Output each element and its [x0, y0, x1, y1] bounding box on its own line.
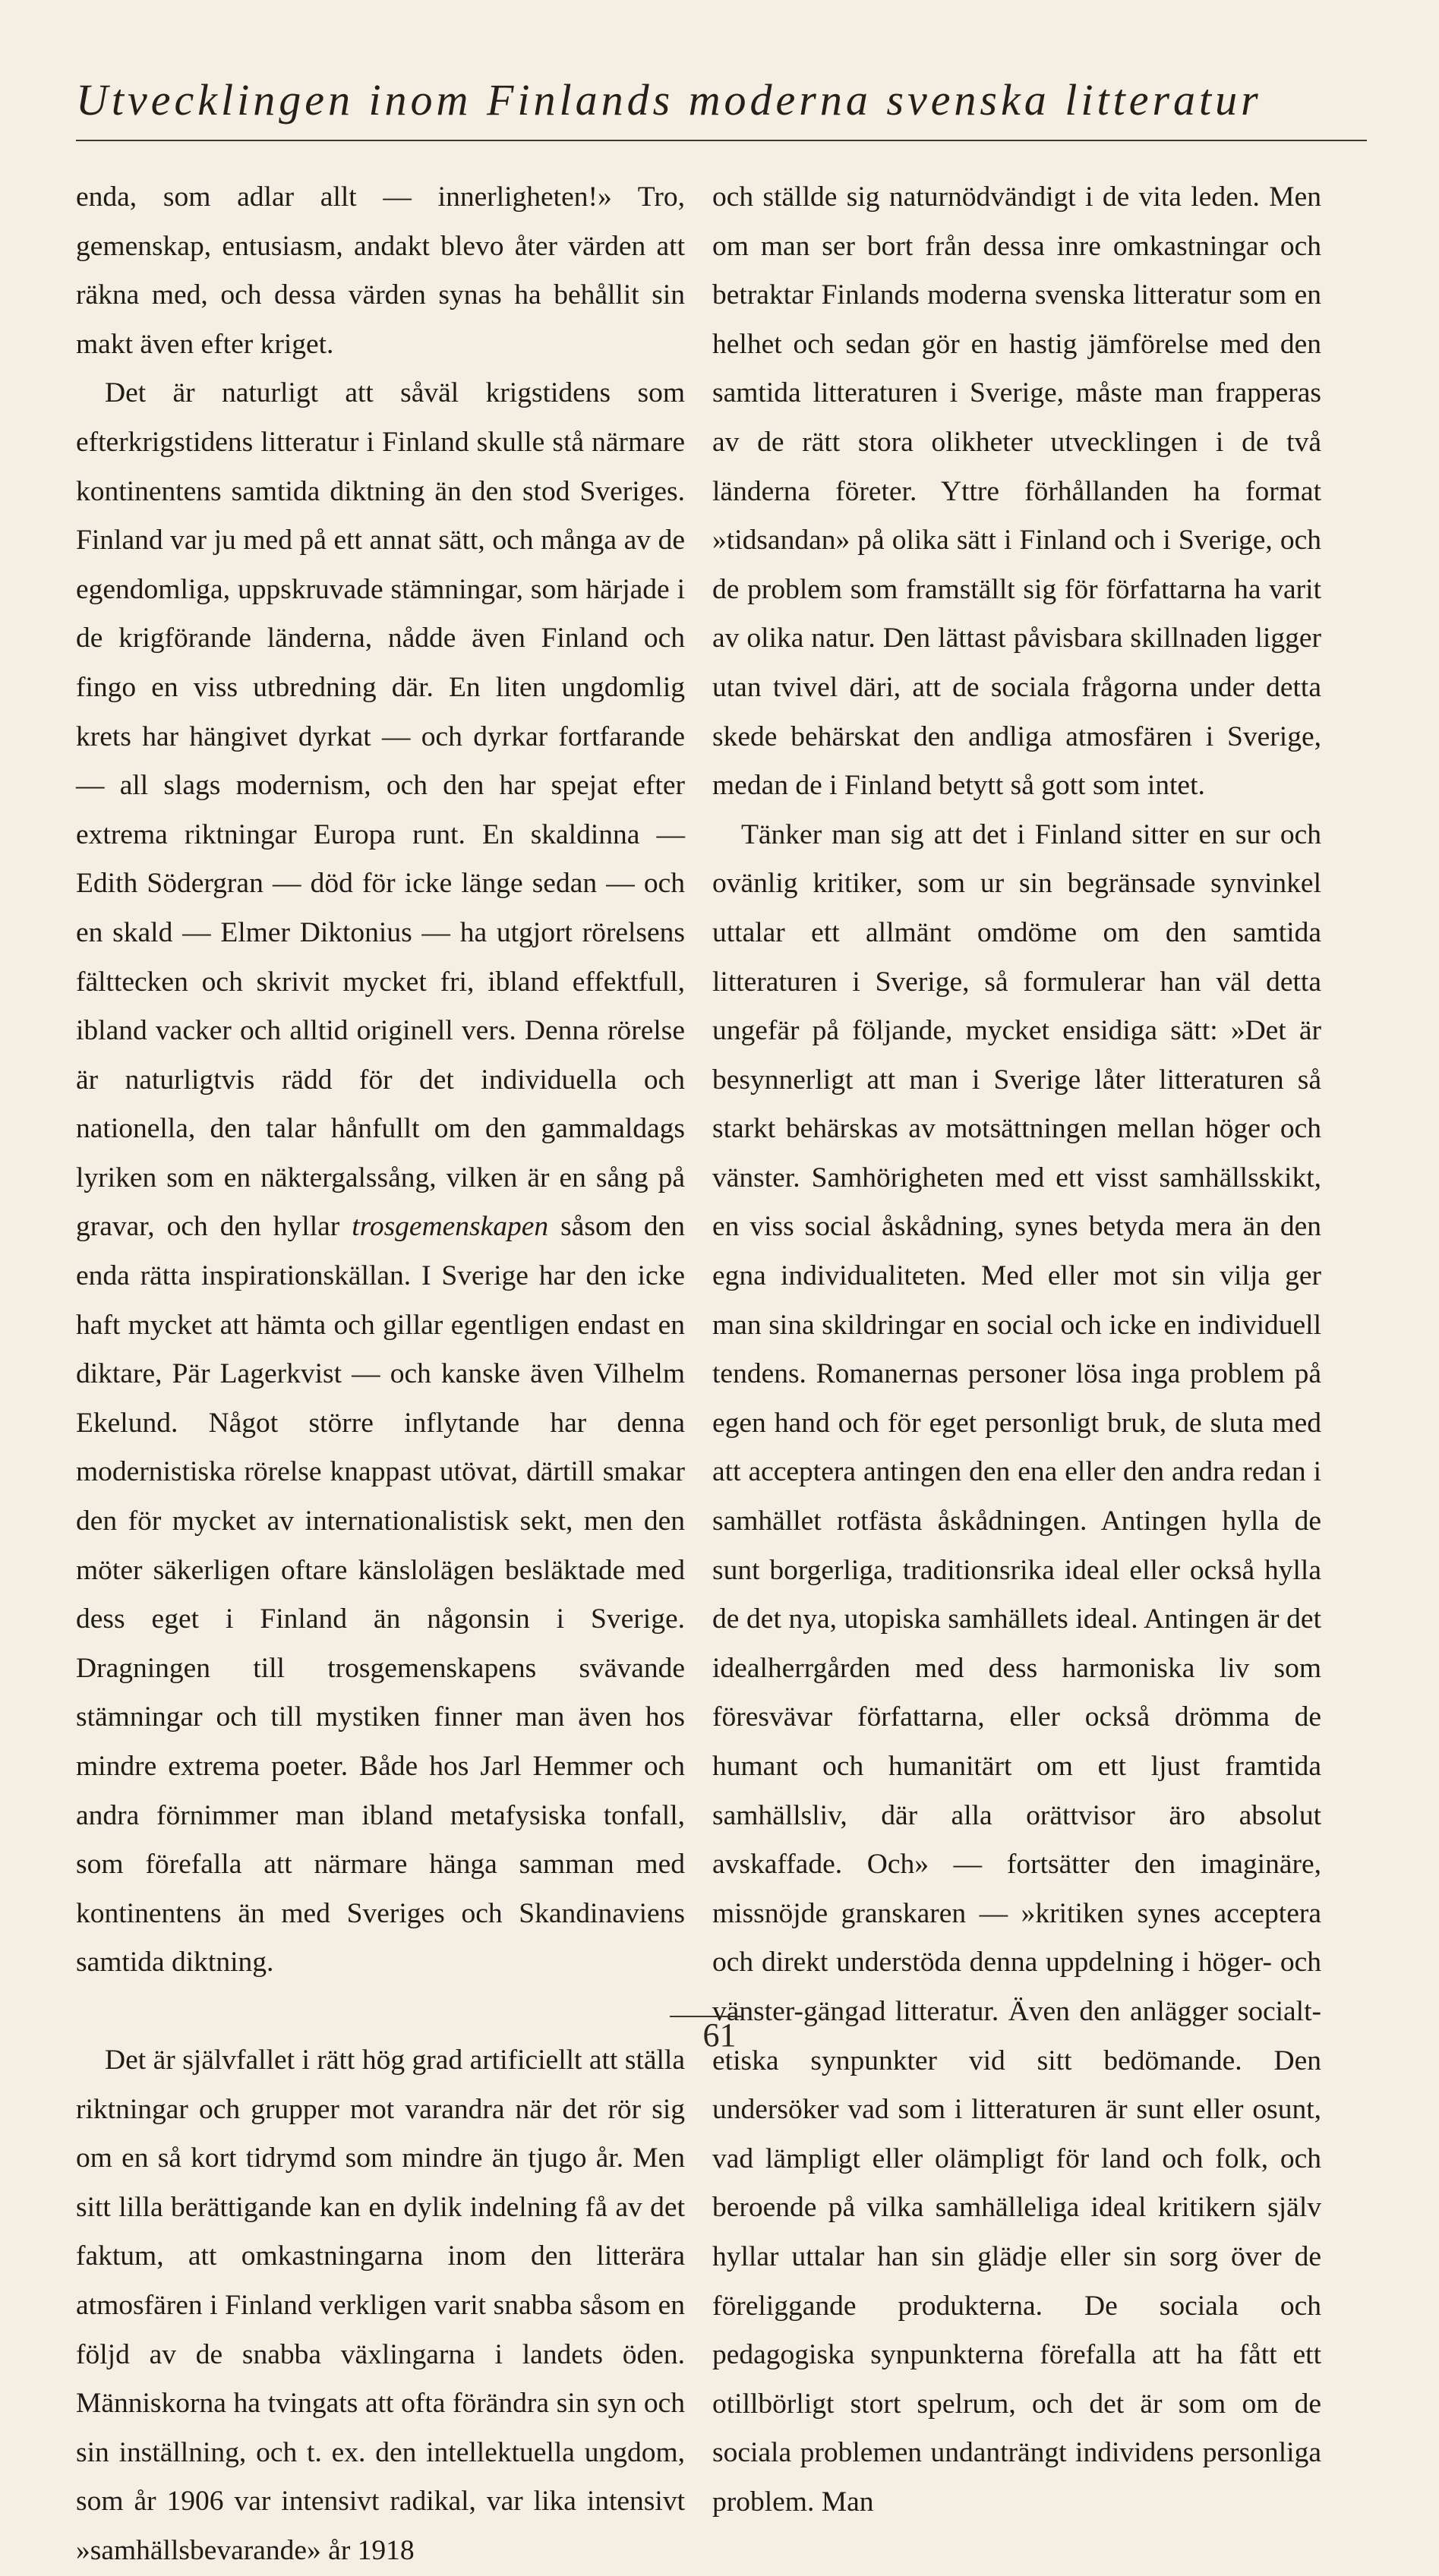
paragraph: och ställde sig naturnödvändigt i de vita leden. Men om man ser bort från dessa inre omkastningar och betraktar Finlands moderna svenska litteratur som en helhet och sedan gör en hastig jämförelse med den samtida litteraturen i Sverige, måste man frapperas av de rätt stora olikheter utvecklingen i de två länderna företer. Yttre förhållanden ha format »tidsandan» på olika sätt i Finland och i Sverige, och de problem som framställt sig för författarna ha varit av olika natur. Den lättast påvisbara skillnaden ligger utan tvivel däri, att de sociala frågorna under detta skede behärskat den andliga atmosfären i Sverige, medan de i Finland betytt så gott som intet. [712, 181, 1321, 802]
running-head: Utvecklingen inom Finlands moderna svenska litteratur [76, 75, 1262, 125]
header-rule [76, 140, 1367, 141]
page-number: 61 [702, 2016, 737, 2054]
paragraph-text: Det är naturligt att såväl krigstidens som efterkrigstidens litteratur i Finland skulle stå närmare kontinentens samtida diktning än den stod Sveriges. Finland var ju med på ett annat sätt, och många av de egendomliga, uppskruvade stämningar, som härjade i de krigförande länderna, nådde även Finland och fingo en viss utbredning där. En liten ungdomlig krets har hängivet dyrkat — och dyrkar fortfarande — all slags modernism, och den har spejat efter extrema riktningar Europa runt. En skaldinna — Edith Södergran — död för icke länge sedan — och en skald — Elmer Diktonius — ha utgjort rörelsens fälttecken och skrivit mycket fri, ibland effektfull, ibland vacker och alltid originell vers. Denna rörelse är naturligtvis rädd för det individuella och nationella, den talar hånfullt om den gammaldags lyriken som en näktergalssång, vilken är en sång på gravar, och den hyllar [76, 377, 685, 1243]
paragraph: Tänker man sig att det i Finland sitter en sur och ovänlig kritiker, som ur sin begränsade synvinkel uttalar ett allmänt omdöme om den samtida litteraturen i Sverige, så formulerar han väl detta ungefär på följande, mycket ensidiga sätt: »Det är besynnerligt att man i Sverige låter litteraturen så starkt behärskas av motsättningen mellan höger och vänster. Samhörigheten med ett visst samhällsskikt, en viss social åskådning, synes betyda mera än den egna individualiteten. Med eller mot sin vilja ger man sina skildringar en social och icke en individuell tendens. Romanernas personer lösa inga problem på egen hand och för eget personligt bruk, de sluta med att acceptera antingen den ena eller den andra redan i samhället rotfästa åskådningen. Antingen hylla de sunt borgerliga, traditionsrika ideal eller också hylla de det nya, utopiska samhällets ideal. Antingen är det idealherrgården med dess harmoniska liv som föresvävar författarna, eller också drömma de humant och humanitärt om ett ljust framtida samhällsliv, där alla orättvisor äro absolut avskaffade. Och» — fortsätter den imaginäre, missnöjde granskaren — »kritiken synes acceptera och direkt understöda denna uppdelning i höger- och vänster-gängad litteratur. Även den anlägger socialt-etiska synpunkter vid sitt bedömande. Den undersöker vad som i litteraturen är sunt eller osunt, vad lämpligt eller olämpligt för land och folk, och beroende på vilka samhälleliga ideal kritikern själv hyllar uttalar han sin glädje eller sin sorg över de föreliggande produkterna. De sociala och pedagogiska synpunkterna förefalla att ha fått ett otillbörligt stort spelrum, och det är som om de sociala problemen undanträngt individens personliga problem. Man [712, 818, 1321, 2518]
left-column [76, 173, 685, 2576]
paragraph-text: såsom den enda rätta inspirationskällan. I Sverige har den icke haft mycket att hämta och gillar egentligen endast en diktare, Pär Lagerkvist — och kanske även Vilhelm Ekelund. Något större inflytande har denna modernistiska rörelse knappast utövat, därtill smakar den för mycket av internationalistisk sekt, men den möter säkerligen oftare känslolägen besläktade med dess eget i Finland än någonsin i Sverige. Dragningen till trosgemenskapens svävande stämningar och till mystiken finner man även hos mindre extrema poeter. Både hos Jarl Hemmer och andra förnimmer man ibland metafysiska tonfall, som förefalla att närmare hänga samman med kontinentens än med Sveriges och Skandinaviens samtida diktning. [76, 1211, 685, 1979]
emphasized-term: trosgemenskapen [352, 1211, 549, 1243]
paragraph: enda, som adlar allt — innerligheten!» Tro, gemenskap, entusiasm, andakt blevo åter värden att räkna med, och dessa värden synas ha behållit sin makt även efter kriget. [76, 181, 685, 360]
right-column [712, 173, 1321, 2527]
paragraph: Det är självfallet i rätt hög grad artificiellt att ställa riktningar och grupper mot varandra när det rör sig om en så kort tidrymd som mindre än tjugo år. Men sitt lilla berättigande kan en dylik indelning få av det faktum, att omkastningarna inom den litterära atmosfären i Finland verkligen varit snabba såsom en följd av de snabba växlingarna i landets öden. Människorna ha tvingats att ofta förändra sin syn och sin inställning, och t. ex. den intellektuella ungdom, som år 1906 var intensivt radikal, var lika intensivt »samhällsbevarande» år 1918 [76, 2044, 685, 2566]
paragraph [76, 369, 685, 1988]
